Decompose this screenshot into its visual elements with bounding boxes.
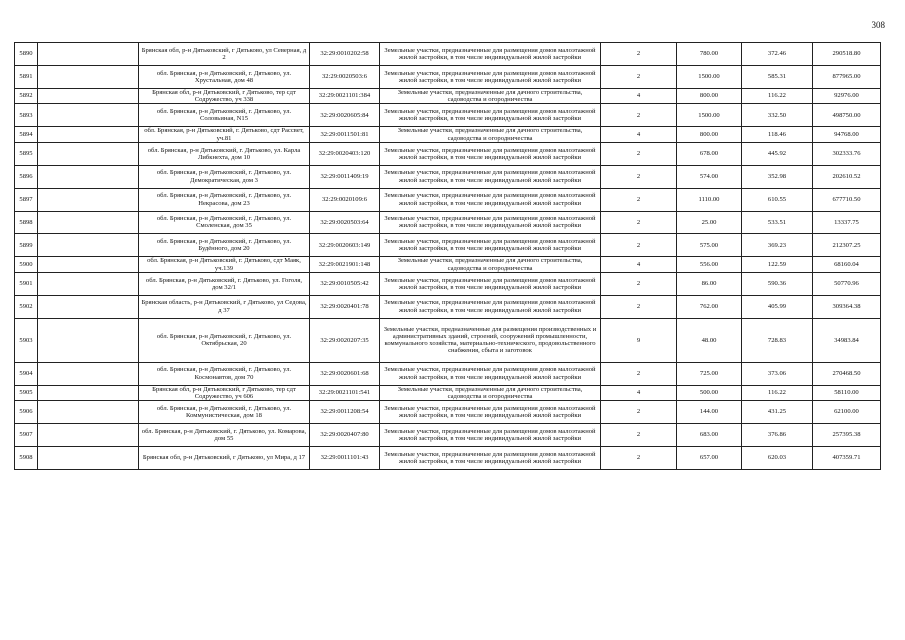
cadastral-number-cell: 32:29:0011501:81 [310, 127, 380, 143]
address-cell: Брянская обл, р-н Дятьковский, г Дятьково, ул Северная, д 2 [139, 43, 310, 66]
row-number: 5904 [15, 362, 38, 385]
address-cell: Брянская обл, р-н Дятьковский, г Дятьково, тер сдт Содружество, уч 606 [139, 385, 310, 401]
table-row [15, 362, 881, 385]
cadastral-number-cell: 32:29:0010505:42 [310, 272, 380, 295]
land-use-cell: Земельные участки, предназначенные для размещения домов малоэтажной жилой застройки, в том числе индивидуальной жилой застройки [380, 424, 601, 447]
rate-cell: 445.92 [742, 142, 813, 165]
cadastral-value-cell: 407359.71 [813, 446, 881, 469]
area-cell: 762.00 [677, 295, 742, 318]
rate-cell: 373.06 [742, 362, 813, 385]
cadastral-number-cell: 32:29:0020503:64 [310, 211, 380, 234]
group-cell: 2 [601, 446, 677, 469]
table-body [15, 43, 881, 470]
rate-cell: 431.25 [742, 401, 813, 424]
blank-cell [38, 165, 139, 188]
address-cell: Брянская область, р-н Дятьковский, г Дятьково, ул Седова, д 37 [139, 295, 310, 318]
row-number: 5893 [15, 104, 38, 127]
land-use-cell: Земельные участки, предназначенные для дачного строительства, садоводства и огородничества [380, 385, 601, 401]
address-cell: обл. Брянская, р-н Дятьковский, г. Дятьково, ул. Некрасова, дом 23 [139, 188, 310, 211]
cadastral-value-cell: 498750.00 [813, 104, 881, 127]
blank-cell [38, 257, 139, 273]
area-cell: 678.00 [677, 142, 742, 165]
cadastral-value-cell: 58110.00 [813, 385, 881, 401]
address-cell: обл. Брянская, р-н Дятьковский, г. Дятьково, ул. Хрустальная, дом 48 [139, 65, 310, 88]
cadastral-value-cell: 212307.25 [813, 234, 881, 257]
area-cell: 86.00 [677, 272, 742, 295]
table-row [15, 401, 881, 424]
cadastral-value-cell: 50770.96 [813, 272, 881, 295]
row-number: 5891 [15, 65, 38, 88]
row-number: 5896 [15, 165, 38, 188]
row-number: 5900 [15, 257, 38, 273]
area-cell: 500.00 [677, 385, 742, 401]
group-cell: 4 [601, 385, 677, 401]
land-use-cell: Земельные участки, предназначенные для размещения домов малоэтажной жилой застройки, в том числе индивидуальной жилой застройки [380, 401, 601, 424]
blank-cell [38, 272, 139, 295]
area-cell: 574.00 [677, 165, 742, 188]
row-number: 5895 [15, 142, 38, 165]
rate-cell: 405.99 [742, 295, 813, 318]
table-row [15, 234, 881, 257]
land-use-cell: Земельные участки, предназначенные для дачного строительства, садоводства и огородничества [380, 127, 601, 143]
land-use-cell: Земельные участки, предназначенные для размещения домов малоэтажной жилой застройки, в том числе индивидуальной жилой застройки [380, 446, 601, 469]
blank-cell [38, 43, 139, 66]
land-use-cell: Земельные участки, предназначенные для размещения домов малоэтажной жилой застройки, в том числе индивидуальной жилой застройки [380, 65, 601, 88]
group-cell: 2 [601, 165, 677, 188]
group-cell: 4 [601, 257, 677, 273]
cadastral-number-cell: 32:29:0020605:84 [310, 104, 380, 127]
row-number: 5902 [15, 295, 38, 318]
table-row [15, 142, 881, 165]
rate-cell: 118.46 [742, 127, 813, 143]
cadastral-number-cell: 32:29:0011101:43 [310, 446, 380, 469]
row-number: 5899 [15, 234, 38, 257]
table-row [15, 446, 881, 469]
cadastral-value-cell: 677710.50 [813, 188, 881, 211]
group-cell: 2 [601, 295, 677, 318]
land-use-cell: Земельные участки, предназначенные для размещения производственных и административных зданий, строений, сооружений промышленности, коммунального хозяйства, материально-технического, продовольственного снабжения, сбыта и заготовок [380, 318, 601, 362]
cadastral-value-cell: 877965.00 [813, 65, 881, 88]
blank-cell [38, 211, 139, 234]
cadastral-value-cell: 290518.80 [813, 43, 881, 66]
address-cell: обл. Брянская, р-н Дятьковский, г. Дятьково, ул. Октябрьская, 20 [139, 318, 310, 362]
address-cell: обл. Брянская, р-н Дятьковский, г. Дятьково, ул. Будённого, дом 20 [139, 234, 310, 257]
address-cell: обл. Брянская, р-н Дятьковский, г. Дятьково, ул. Коммунистическая, дом 18 [139, 401, 310, 424]
rate-cell: 352.98 [742, 165, 813, 188]
table-row [15, 295, 881, 318]
area-cell: 48.00 [677, 318, 742, 362]
cadastral-number-cell: 32:29:0011409:19 [310, 165, 380, 188]
area-cell: 144.00 [677, 401, 742, 424]
address-cell: Брянская обл, р-н Дятьковский, г Дятьково, тер сдт Содружество, уч 338 [139, 88, 310, 104]
area-cell: 657.00 [677, 446, 742, 469]
cadastral-number-cell: 32:29:0020403:120 [310, 142, 380, 165]
cadastral-number-cell: 32:29:0010202:58 [310, 43, 380, 66]
cadastral-value-cell: 13337.75 [813, 211, 881, 234]
address-cell: обл. Брянская, р-н Дятьковский, г. Дятьково, ул. Гоголя, дом 32/1 [139, 272, 310, 295]
group-cell: 2 [601, 188, 677, 211]
row-number: 5905 [15, 385, 38, 401]
address-cell: обл. Брянская, р-н Дятьковский, г. Дятьково, ул. Карла Либкнехта, дом 10 [139, 142, 310, 165]
area-cell: 25.00 [677, 211, 742, 234]
table-row [15, 424, 881, 447]
rate-cell: 332.50 [742, 104, 813, 127]
cadastral-number-cell: 32:29:0011208:54 [310, 401, 380, 424]
rate-cell: 376.86 [742, 424, 813, 447]
table-row [15, 104, 881, 127]
row-number: 5890 [15, 43, 38, 66]
group-cell: 4 [601, 88, 677, 104]
group-cell: 2 [601, 142, 677, 165]
address-cell: обл. Брянская, р-н Дятьковский, г. Дятьково, ул. Смоленская, дом 35 [139, 211, 310, 234]
address-cell: обл. Брянская, р-н Дятьковский, г. Дятьково, ул. Соловьиная, N15 [139, 104, 310, 127]
group-cell: 2 [601, 272, 677, 295]
area-cell: 1500.00 [677, 65, 742, 88]
blank-cell [38, 401, 139, 424]
row-number: 5908 [15, 446, 38, 469]
land-use-cell: Земельные участки, предназначенные для размещения домов малоэтажной жилой застройки, в том числе индивидуальной жилой застройки [380, 142, 601, 165]
blank-cell [38, 127, 139, 143]
cadastral-value-cell: 202610.52 [813, 165, 881, 188]
land-use-cell: Земельные участки, предназначенные для размещения домов малоэтажной жилой застройки, в том числе индивидуальной жилой застройки [380, 234, 601, 257]
group-cell: 2 [601, 234, 677, 257]
table-row [15, 88, 881, 104]
cadastral-value-cell: 62100.00 [813, 401, 881, 424]
rate-cell: 585.31 [742, 65, 813, 88]
land-use-cell: Земельные участки, предназначенные для размещения домов малоэтажной жилой застройки, в том числе индивидуальной жилой застройки [380, 188, 601, 211]
blank-cell [38, 446, 139, 469]
group-cell: 2 [601, 424, 677, 447]
cadastral-value-cell: 257395.38 [813, 424, 881, 447]
blank-cell [38, 385, 139, 401]
cadastral-number-cell: 32:29:0020603:149 [310, 234, 380, 257]
land-use-cell: Земельные участки, предназначенные для размещения домов малоэтажной жилой застройки, в том числе индивидуальной жилой застройки [380, 362, 601, 385]
area-cell: 556.00 [677, 257, 742, 273]
rate-cell: 372.46 [742, 43, 813, 66]
rate-cell: 728.83 [742, 318, 813, 362]
cadastral-value-cell: 34983.84 [813, 318, 881, 362]
row-number: 5901 [15, 272, 38, 295]
cadastral-value-cell: 309364.38 [813, 295, 881, 318]
cadastral-number-cell: 32:29:0021901:148 [310, 257, 380, 273]
rate-cell: 116.22 [742, 385, 813, 401]
table-row [15, 257, 881, 273]
row-number: 5898 [15, 211, 38, 234]
address-cell: обл. Брянская, р-н Дятьковский, г. Дятьково, сдт Рассвет, уч.81 [139, 127, 310, 143]
cadastral-number-cell: 32:29:0021101:541 [310, 385, 380, 401]
blank-cell [38, 142, 139, 165]
area-cell: 575.00 [677, 234, 742, 257]
table-row [15, 43, 881, 66]
blank-cell [38, 424, 139, 447]
table-row [15, 188, 881, 211]
table-row [15, 272, 881, 295]
row-number: 5906 [15, 401, 38, 424]
row-number: 5907 [15, 424, 38, 447]
rate-cell: 122.59 [742, 257, 813, 273]
group-cell: 2 [601, 401, 677, 424]
cadastral-number-cell: 32:29:0020503:6 [310, 65, 380, 88]
table-row [15, 165, 881, 188]
cadastral-number-cell: 32:29:0020601:68 [310, 362, 380, 385]
group-cell: 4 [601, 127, 677, 143]
cadastral-number-cell: 32:29:0020109:6 [310, 188, 380, 211]
row-number: 5892 [15, 88, 38, 104]
area-cell: 1110.00 [677, 188, 742, 211]
land-use-cell: Земельные участки, предназначенные для размещения домов малоэтажной жилой застройки, в том числе индивидуальной жилой застройки [380, 165, 601, 188]
group-cell: 2 [601, 43, 677, 66]
cadastral-number-cell: 32:29:0020401:78 [310, 295, 380, 318]
table-row [15, 385, 881, 401]
page-number: 308 [871, 20, 885, 30]
address-cell: обл. Брянская, р-н Дятьковский, г. Дятьково, сдт Маяк, уч.139 [139, 257, 310, 273]
cadastral-value-cell: 68160.04 [813, 257, 881, 273]
blank-cell [38, 188, 139, 211]
cadastral-value-cell: 302333.76 [813, 142, 881, 165]
cadastral-number-cell: 32:29:0020207:35 [310, 318, 380, 362]
cadastral-number-cell: 32:29:0021101:384 [310, 88, 380, 104]
group-cell: 2 [601, 65, 677, 88]
address-cell: обл. Брянская, р-н Дятьковский, г. Дятьково, ул. Комарова, дом 55 [139, 424, 310, 447]
area-cell: 683.00 [677, 424, 742, 447]
area-cell: 1500.00 [677, 104, 742, 127]
land-use-cell: Земельные участки, предназначенные для размещения домов малоэтажной жилой застройки, в том числе индивидуальной жилой застройки [380, 295, 601, 318]
row-number: 5903 [15, 318, 38, 362]
land-use-cell: Земельные участки, предназначенные для размещения домов малоэтажной жилой застройки, в том числе индивидуальной жилой застройки [380, 272, 601, 295]
table-row [15, 127, 881, 143]
table-row [15, 211, 881, 234]
address-cell: Брянская обл, р-н Дятьковский, г Дятьково, ул Мира, д 17 [139, 446, 310, 469]
group-cell: 2 [601, 211, 677, 234]
cadastral-value-table [14, 42, 881, 470]
blank-cell [38, 104, 139, 127]
area-cell: 725.00 [677, 362, 742, 385]
cadastral-number-cell: 32:29:0020407:80 [310, 424, 380, 447]
land-use-cell: Земельные участки, предназначенные для дачного строительства, садоводства и огородничества [380, 88, 601, 104]
table-row [15, 65, 881, 88]
land-use-cell: Земельные участки, предназначенные для дачного строительства, садоводства и огородничества [380, 257, 601, 273]
cadastral-value-cell: 92976.00 [813, 88, 881, 104]
area-cell: 800.00 [677, 88, 742, 104]
table-row [15, 318, 881, 362]
rate-cell: 533.51 [742, 211, 813, 234]
cadastral-value-cell: 94768.00 [813, 127, 881, 143]
blank-cell [38, 318, 139, 362]
rate-cell: 620.03 [742, 446, 813, 469]
rate-cell: 116.22 [742, 88, 813, 104]
blank-cell [38, 65, 139, 88]
address-cell: обл. Брянская, р-н Дятьковский, г. Дятьково, ул. Космонавтов, дом 70 [139, 362, 310, 385]
address-cell: обл. Брянская, р-н Дятьковский, г. Дятьково, ул. Демократическая, дом 3 [139, 165, 310, 188]
group-cell: 2 [601, 104, 677, 127]
rate-cell: 610.55 [742, 188, 813, 211]
blank-cell [38, 362, 139, 385]
blank-cell [38, 295, 139, 318]
blank-cell [38, 234, 139, 257]
group-cell: 2 [601, 362, 677, 385]
land-use-cell: Земельные участки, предназначенные для размещения домов малоэтажной жилой застройки, в том числе индивидуальной жилой застройки [380, 211, 601, 234]
land-use-cell: Земельные участки, предназначенные для размещения домов малоэтажной жилой застройки, в том числе индивидуальной жилой застройки [380, 43, 601, 66]
row-number: 5894 [15, 127, 38, 143]
area-cell: 800.00 [677, 127, 742, 143]
rate-cell: 369.23 [742, 234, 813, 257]
group-cell: 9 [601, 318, 677, 362]
blank-cell [38, 88, 139, 104]
rate-cell: 590.36 [742, 272, 813, 295]
row-number: 5897 [15, 188, 38, 211]
area-cell: 780.00 [677, 43, 742, 66]
cadastral-value-cell: 270468.50 [813, 362, 881, 385]
land-use-cell: Земельные участки, предназначенные для размещения домов малоэтажной жилой застройки, в том числе индивидуальной жилой застройки [380, 104, 601, 127]
